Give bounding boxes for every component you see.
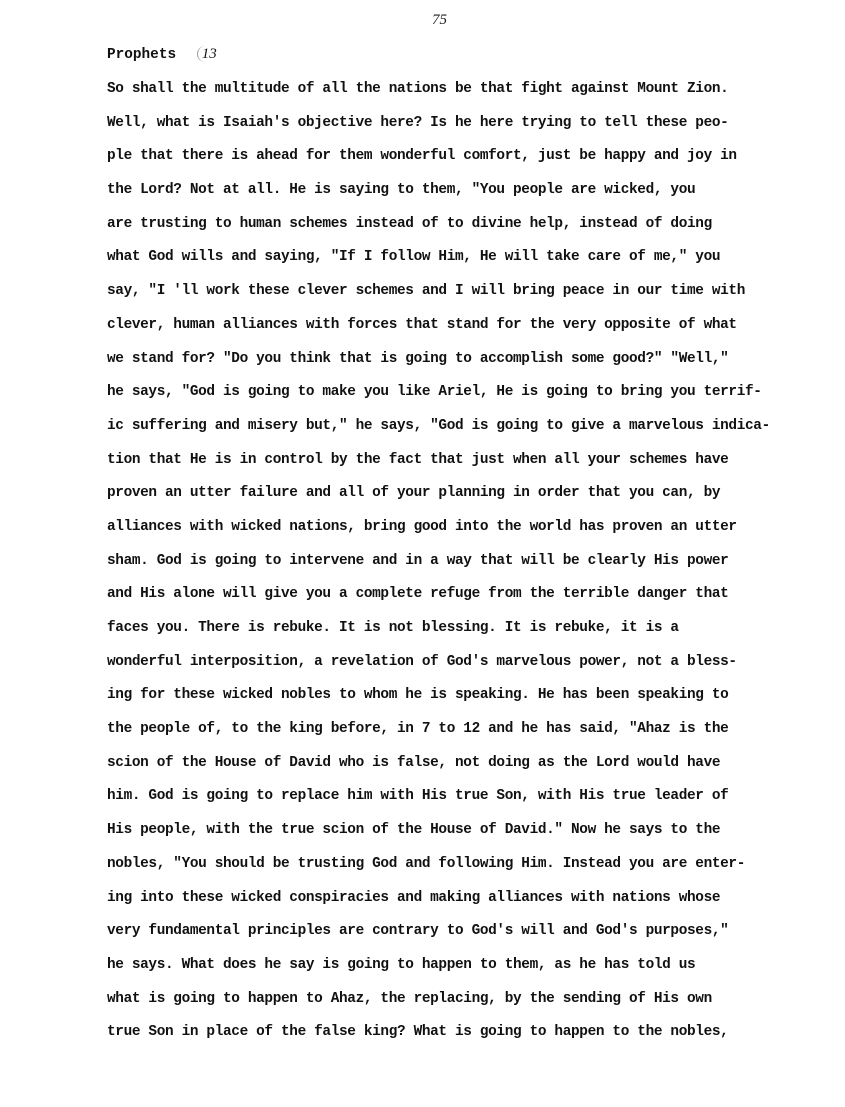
text-line: ple that there is ahead for them wonderful comfort, just be happy and joy in	[107, 148, 737, 165]
header-page-number: 13	[197, 46, 217, 62]
text-line: faces you. There is rebuke. It is not blessing. It is rebuke, it is a	[107, 620, 679, 636]
page-number: 75	[432, 12, 447, 28]
text-line: what is going to happen to Ahaz, the replacing, by the sending of His own	[107, 990, 712, 1007]
text-line: he says. What does he say is going to happen to them, as he has told us	[107, 956, 696, 973]
text-line: ic suffering and misery but," he says, "God is going to give a marvelous indica-	[107, 417, 770, 434]
text-line: him. God is going to replace him with His true Son, with His true leader of	[107, 788, 729, 805]
text-line: clever, human alliances with forces that stand for the very opposite of what	[107, 316, 737, 333]
text-line: ing into these wicked conspiracies and making alliances with nations whose	[107, 889, 721, 906]
text-line: scion of the House of David who is false, not doing as the Lord would have	[107, 754, 721, 771]
text-line: say, "I 'll work these clever schemes and I will bring peace in our time with	[107, 283, 746, 300]
text-line: we stand for? "Do you think that is going to accomplish some good?" "Well,"	[107, 350, 729, 367]
header-section-title: Prophets	[107, 47, 177, 63]
text-line: are trusting to human schemes instead of to divine help, instead of doing	[107, 215, 712, 232]
text-line: Well, what is Isaiah's objective here? Is he here trying to tell these peo-	[107, 114, 729, 131]
text-line: the Lord? Not at all. He is saying to them, "You people are wicked, you	[107, 182, 696, 199]
text-line: what God wills and saying, "If I follow Him, He will take care of me," you	[107, 249, 721, 266]
text-line: true Son in place of the false king? What is going to happen to the nobles,	[107, 1024, 729, 1041]
text-line: So shall the multitude of all the nations be that fight against Mount Zion.	[107, 81, 729, 97]
text-line: the people of, to the king before, in 7 to 12 and he has said, "Ahaz is the	[107, 721, 729, 738]
text-line: alliances with wicked nations, bring good into the world has proven an utter	[107, 518, 737, 535]
text-line: sham. God is going to intervene and in a way that will be clearly His power	[107, 552, 729, 569]
text-line: tion that He is in control by the fact that just when all your schemes have	[107, 451, 729, 468]
text-line: he says, "God is going to make you like Ariel, He is going to bring you terrif-	[107, 384, 762, 401]
text-line: very fundamental principles are contrary to God's will and God's purposes,"	[107, 923, 729, 940]
text-line: and His alone will give you a complete refuge from the terrible danger that	[107, 586, 729, 603]
text-line: proven an utter failure and all of your planning in order that you can, by	[107, 485, 721, 502]
text-line: nobles, "You should be trusting God and following Him. Instead you are enter-	[107, 855, 746, 872]
body-text	[107, 78, 797, 1055]
text-line: wonderful interposition, a revelation of God's marvelous power, not a bless-	[107, 653, 737, 670]
text-line: His people, with the true scion of the House of David." Now he says to the	[107, 822, 721, 839]
page-header	[107, 46, 217, 63]
text-line: ing for these wicked nobles to whom he is speaking. He has been speaking to	[107, 687, 729, 704]
